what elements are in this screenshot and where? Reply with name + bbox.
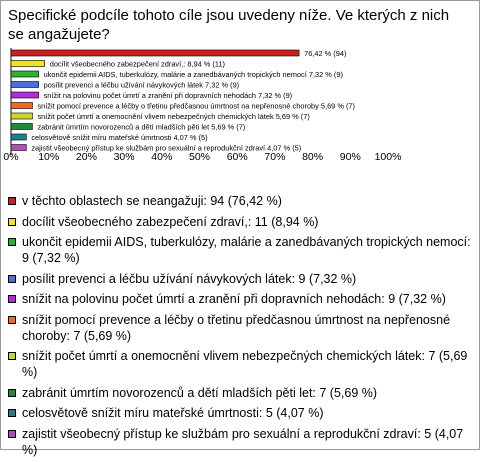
- legend-swatch: [8, 238, 16, 246]
- bar-7: [11, 113, 32, 119]
- x-tick-label: 70%: [264, 151, 286, 163]
- bar-label-4: posílit prevenci a léčbu užívání návykových látek 7,32 % (9): [43, 80, 240, 90]
- legend-item: [8, 312, 472, 344]
- legend-label: snížit pomocí prevence a léčby o třetinu předčasnou úmrtnost na nepřenosné choroby: 7 (5,69 %): [22, 312, 451, 343]
- legend-item: [8, 348, 472, 380]
- legend-swatch: [8, 197, 16, 205]
- bar-3: [11, 71, 39, 77]
- chart-legend: [8, 193, 472, 462]
- bar-chart: [0, 0, 480, 190]
- x-tick-label: 90%: [339, 151, 361, 163]
- legend-item: [8, 291, 472, 307]
- x-tick-label: 50%: [188, 151, 211, 163]
- legend-label: zabránit úmrtím novorozenců a dětí mladších pěti let: 7 (5,69 %): [22, 385, 378, 400]
- legend-swatch: [8, 409, 16, 417]
- bar-4: [11, 82, 39, 88]
- bar-5: [11, 92, 39, 98]
- legend-swatch: [8, 430, 16, 438]
- legend-label: v těchto oblastech se neangažuji: 94 (76,42 %): [22, 194, 282, 208]
- bar-6: [11, 103, 32, 109]
- bar-label-10: zajistit všeobecný přístup ke službám pro sexuální a reprodukční zdraví 4,07 % (5): [31, 143, 302, 153]
- bar-label-3: ukončit epidemii AIDS, tuberkulózy, malárie a zanedbávaných tropických nemocí 7,32 % (9): [43, 70, 343, 79]
- x-tick-label: 60%: [226, 151, 248, 163]
- bar-8: [11, 124, 32, 130]
- x-tick-label: 30%: [113, 151, 135, 163]
- legend-swatch: [8, 275, 16, 283]
- bar-label-7: snížit počet úmrtí a onemocnění vlivem nebezpečných chemických látek 5,69 % (7): [37, 112, 310, 121]
- legend-label: zajistit všeobecný přístup ke službám pro sexuální a reprodukční zdraví: 5 (4,07 %): [22, 426, 464, 457]
- legend-label: docílit všeobecného zabezpečení zdraví,: 11 (8,94 %): [22, 214, 319, 229]
- bar-1: [11, 50, 299, 56]
- chart-title: Specifické podcíle tohoto cíle jsou uvedeny níže. Ve kterých z nich se angažujete?: [8, 7, 450, 43]
- x-tick-label: 40%: [151, 151, 173, 163]
- x-tick-label: 0%: [3, 151, 19, 163]
- x-tick-label: 100%: [374, 151, 402, 163]
- x-tick-label: 20%: [75, 151, 97, 163]
- legend-label: snížit na polovinu počet úmrtí a zranění při dopravních nehodách: 9 (7,32 %): [22, 292, 446, 306]
- legend-swatch: [8, 316, 16, 324]
- legend-label: celosvětově snížit míru mateřské úmrtnosti: 5 (4,07 %): [22, 406, 324, 420]
- x-tick-label: 80%: [302, 151, 324, 163]
- legend-label: posílit prevenci a léčbu užívání návykových látek: 9 (7,32 %): [22, 271, 357, 286]
- legend-label: snížit počet úmrtí a onemocnění vlivem nebezpečných chemických látek: 7 (5,69 %): [22, 349, 468, 379]
- legend-swatch: [8, 295, 16, 303]
- bar-9: [11, 134, 26, 140]
- legend-swatch: [8, 218, 16, 226]
- bar-10: [11, 145, 26, 151]
- legend-item: [8, 193, 472, 209]
- bar-label-5: snížit na polovinu počet úmrtí a zranění při dopravních nehodách 7,32 % (9): [43, 91, 293, 100]
- legend-item: [8, 405, 472, 421]
- legend-item: [8, 214, 472, 230]
- bar-label-1: 76,42 % (94): [304, 49, 347, 58]
- bar-label-6: snížit pomocí prevence a léčby o třetinu předčasnou úmrtnost na nepřenosné choroby 5,69 % (7): [37, 101, 356, 111]
- legend-item: [8, 385, 472, 401]
- bar-label-2: docílit všeobecného zabezpečení zdraví,: 8,94 % (11): [49, 59, 226, 69]
- legend-item: [8, 426, 472, 458]
- legend-item: [8, 234, 472, 266]
- x-tick-label: 10%: [38, 151, 60, 163]
- legend-swatch: [8, 389, 16, 397]
- legend-swatch: [8, 352, 16, 360]
- bar-label-9: celosvětově snížit míru mateřské úmrtnosti 4,07 % (5): [31, 133, 208, 142]
- legend-item: [8, 271, 472, 287]
- legend-label: ukončit epidemii AIDS, tuberkulózy, malárie a zanedbávaných tropických nemocí: 9 (7,32 %): [22, 235, 471, 265]
- bar-label-8: zabránit úmrtím novorozenců a dětí mladších pěti let 5,69 % (7): [37, 122, 246, 132]
- bar-2: [11, 61, 45, 67]
